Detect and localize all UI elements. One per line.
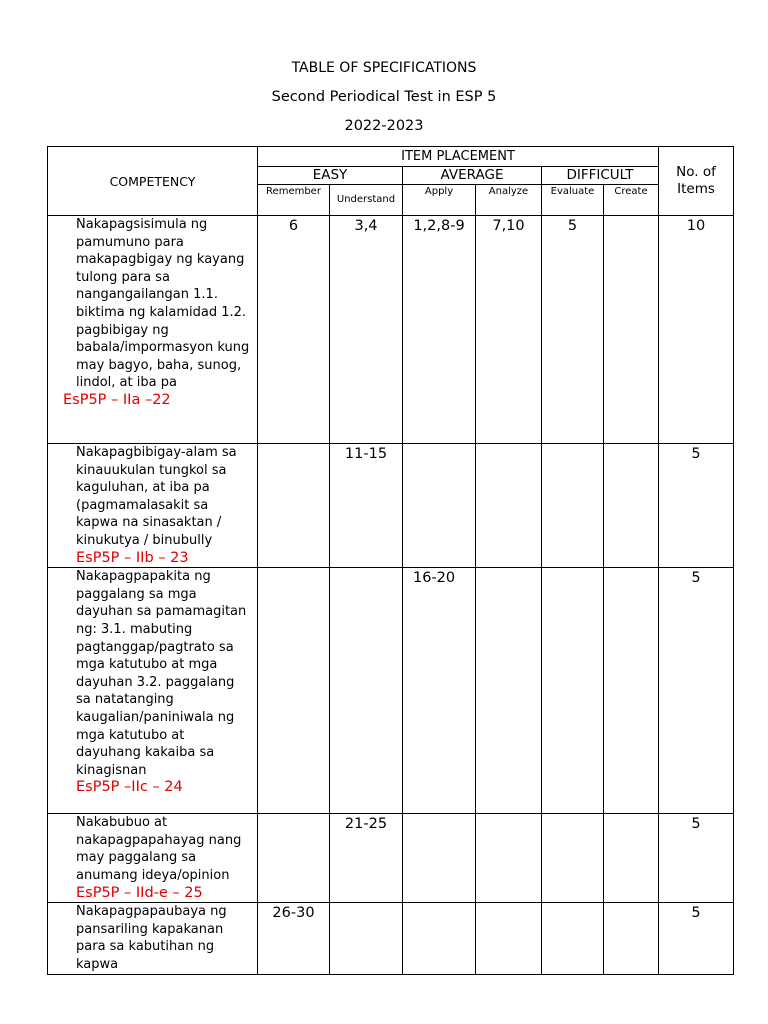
items-cell: 5 bbox=[659, 814, 734, 903]
competency-text: Nakapagbibigay-alam sa kinauukulan tungkol sa kaguluhan, at iba pa (pagmamalasakit sa kapwa na sinasaktan / kinukutya / binubully bbox=[76, 445, 237, 548]
understand-cell bbox=[330, 568, 403, 814]
competency-header: COMPETENCY bbox=[48, 147, 258, 216]
create-cell bbox=[604, 903, 659, 975]
apply-cell bbox=[403, 903, 476, 975]
remember-cell: 6 bbox=[258, 216, 330, 444]
table-row bbox=[48, 814, 734, 903]
competency-code: EsP5P – IId-e – 25 bbox=[76, 884, 203, 901]
apply-cell bbox=[403, 814, 476, 903]
items-cell: 10 bbox=[659, 216, 734, 444]
analyze-header: Analyze bbox=[476, 185, 542, 216]
competency-text: Nakapagpapaubaya ng pansariling kapakanan para sa kabutihan ng kapwa bbox=[76, 904, 227, 972]
no-of-items-header bbox=[659, 147, 734, 216]
competency-cell bbox=[48, 814, 258, 903]
competency-text: Nakabubuo at nakapagpapahayag nang may paggalang sa anumang ideya/opinion bbox=[76, 815, 242, 883]
evaluate-header: Evaluate bbox=[542, 185, 604, 216]
create-header: Create bbox=[604, 185, 659, 216]
evaluate-cell bbox=[542, 814, 604, 903]
remember-cell bbox=[258, 568, 330, 814]
competency-cell bbox=[48, 903, 258, 975]
document-subtitle: Second Periodical Test in ESP 5 bbox=[271, 89, 497, 105]
table-row bbox=[48, 568, 734, 814]
no-of-items-line1: No. of bbox=[676, 164, 716, 180]
easy-header: EASY bbox=[258, 167, 403, 185]
analyze-cell bbox=[476, 568, 542, 814]
create-cell bbox=[604, 216, 659, 444]
understand-cell bbox=[330, 903, 403, 975]
difficult-header: DIFFICULT bbox=[542, 167, 659, 185]
table-row bbox=[48, 903, 734, 975]
apply-cell: 16-20 bbox=[403, 568, 476, 814]
apply-cell bbox=[403, 444, 476, 568]
remember-cell bbox=[258, 814, 330, 903]
competency-code: EsP5P – IIa –22 bbox=[63, 391, 171, 408]
apply-cell: 1,2,8-9 bbox=[403, 216, 476, 444]
average-header: AVERAGE bbox=[403, 167, 542, 185]
remember-cell bbox=[258, 444, 330, 568]
create-cell bbox=[604, 814, 659, 903]
competency-code: EsP5P –IIc – 24 bbox=[76, 779, 183, 796]
table-row bbox=[48, 216, 734, 444]
understand-cell: 11-15 bbox=[330, 444, 403, 568]
items-cell: 5 bbox=[659, 903, 734, 975]
analyze-cell bbox=[476, 444, 542, 568]
evaluate-cell bbox=[542, 568, 604, 814]
document-title: TABLE OF SPECIFICATIONS bbox=[291, 60, 477, 76]
understand-cell: 3,4 bbox=[330, 216, 403, 444]
remember-header: Remember bbox=[258, 185, 330, 216]
specifications-table bbox=[47, 146, 734, 975]
no-of-items-line2: Items bbox=[677, 181, 715, 197]
school-year: 2022-2023 bbox=[344, 118, 424, 134]
apply-header: Apply bbox=[403, 185, 476, 216]
competency-text: Nakapagpapakita ng paggalang sa mga dayuhan sa pamamagitan ng: 3.1. mabuting pagtanggap/pagtrato sa mga katutubo at mga dayuhan 3.2. paggalang sa natatanging kaugalian/paniniwala ng mga katutubo at dayuhang kakaiba sa kinagisnan bbox=[76, 569, 247, 778]
competency-cell bbox=[48, 444, 258, 568]
analyze-cell bbox=[476, 814, 542, 903]
competency-code: EsP5P – IIb – 23 bbox=[76, 549, 189, 566]
competency-cell bbox=[48, 216, 258, 444]
competency-cell bbox=[48, 568, 258, 814]
understand-cell: 21-25 bbox=[330, 814, 403, 903]
item-placement-header: ITEM PLACEMENT bbox=[258, 147, 659, 167]
understand-header: Understand bbox=[330, 185, 403, 216]
evaluate-cell: 5 bbox=[542, 216, 604, 444]
items-cell: 5 bbox=[659, 568, 734, 814]
competency-text: Nakapagsisimula ng pamumuno para makapagbigay ng kayang tulong para sa nangangailangan 1.1. biktima ng kalamidad 1.2. pagbibigay ng babala/impormasyon kung may bagyo, baha, sunog, lindol, at iba pa bbox=[76, 217, 250, 391]
analyze-cell bbox=[476, 903, 542, 975]
evaluate-cell bbox=[542, 903, 604, 975]
items-cell: 5 bbox=[659, 444, 734, 568]
create-cell bbox=[604, 568, 659, 814]
table-row bbox=[48, 444, 734, 568]
analyze-cell: 7,10 bbox=[476, 216, 542, 444]
remember-cell: 26-30 bbox=[258, 903, 330, 975]
create-cell bbox=[604, 444, 659, 568]
evaluate-cell bbox=[542, 444, 604, 568]
